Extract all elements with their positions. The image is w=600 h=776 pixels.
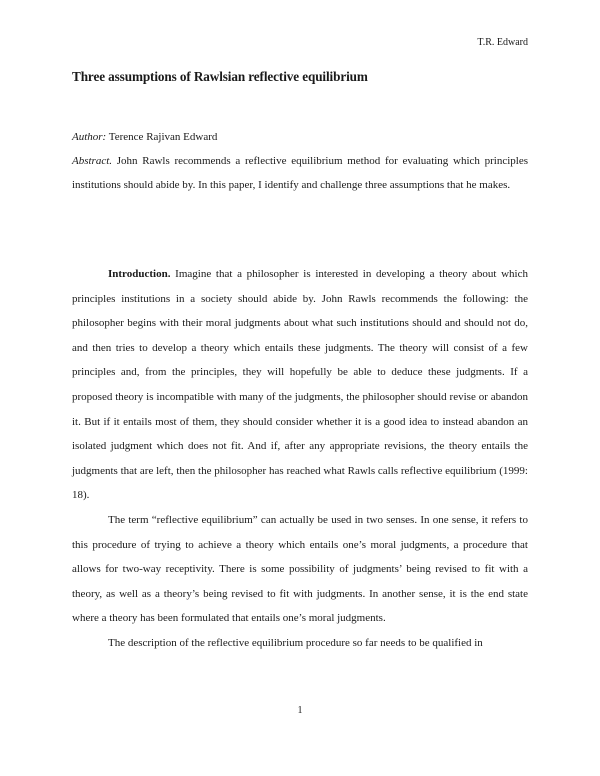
author-line (72, 125, 528, 149)
abstract-text: John Rawls recommends a reflective equilibrium method for evaluating which principles institutions should abide by. In this paper, I identify and challenge three assumptions that he makes. (72, 155, 528, 191)
paper-title: Three assumptions of Rawlsian reflective equilibrium (72, 69, 368, 84)
author-label: Author: (72, 131, 107, 143)
paragraph: The term “reflective equilibrium” can actually be used in two senses. In one sense, it refers to this procedure of trying to achieve a theory which entails one’s moral judgments, a procedure that allows for two-way receptivity. There is some possibility of judgments’ being revised to fit with a theory, as well as a theory’s being revised to fit with judgments. In another sense, it is the end state where a theory has been formulated that entails one’s moral judgments. (72, 513, 528, 625)
abstract-block (72, 149, 528, 197)
paper-body (72, 262, 528, 656)
page-number: 1 (297, 705, 303, 716)
paper-meta (72, 125, 528, 197)
paragraph-text: Imagine that a philosopher is interested in developing a theory about which principles institutions in a society should abide by. John Rawls recommends the following: the philosopher begins with their moral judgments about what such institutions should and should not do, and then tries to develop a theory which entails these judgments. The theory will consist of a few principles and, from the principles, they will hopefully be able to deduce these judgments. If a proposed theory is incompatible with many of the judgments, the philosopher should revise or abandon it. But if it entails most of them, they should consider whether it is a good idea to instead abandon an isolated judgment which does not fit. And if, after any appropriate revisions, the theory entails the judgments that are left, then the philosopher has reached what Rawls calls reflective equilibrium (1999: 18). (72, 268, 528, 502)
running-head: T.R. Edward (477, 37, 528, 48)
paragraph: The description of the reflective equilibrium procedure so far needs to be qualified in (108, 636, 483, 649)
author-name: Terence Rajivan Edward (108, 131, 218, 143)
abstract-label: Abstract. (72, 155, 113, 167)
introduction-heading: Introduction. (108, 268, 171, 280)
paragraph-introduction (72, 262, 528, 508)
